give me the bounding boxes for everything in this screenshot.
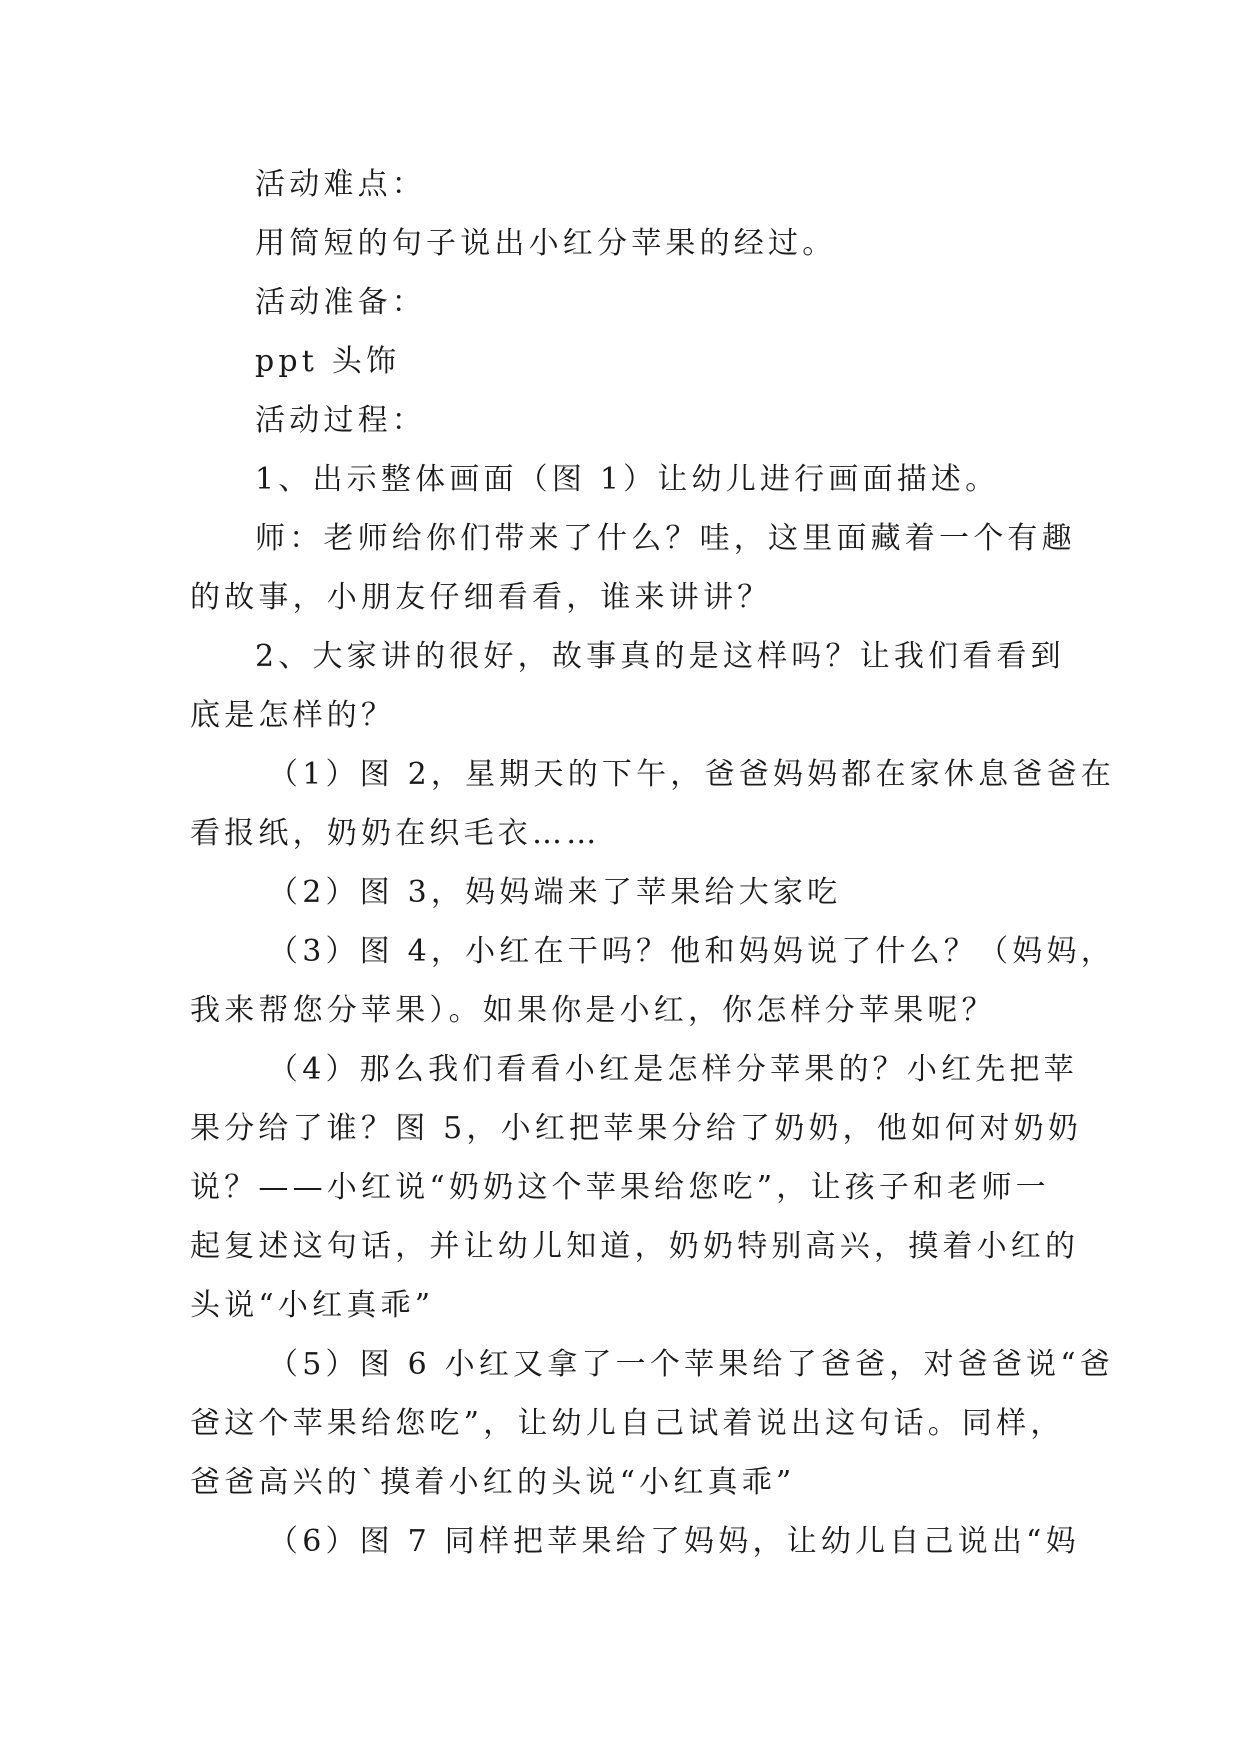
paragraph-line: 底是怎样的？ xyxy=(190,698,396,733)
heading-preparation: 活动准备： xyxy=(255,285,426,320)
heading-difficulty: 活动难点： xyxy=(255,167,426,202)
paragraph-line: 2、大家讲的很好，故事真的是这样吗？让我们看看到 xyxy=(255,639,1065,674)
heading-process: 活动过程： xyxy=(255,403,426,438)
paragraph-line: 看报纸，奶奶在织毛衣…… xyxy=(190,816,601,851)
paragraph-line: （3）图 4，小红在干吗？他和妈妈说了什么？（妈妈， xyxy=(268,934,1115,969)
paragraph-line: 起复述这句话，并让幼儿知道，奶奶特别高兴，摸着小红的 xyxy=(190,1229,1080,1264)
paragraph-line: （2）图 3，妈妈端来了苹果给大家吃 xyxy=(268,875,842,910)
paragraph-line: 我来帮您分苹果）。如果你是小红，你怎样分苹果呢？ xyxy=(190,993,996,1028)
paragraph-line: （4）那么我们看看小红是怎样分苹果的？小红先把苹 xyxy=(268,1052,1078,1087)
document-page xyxy=(190,155,1115,1571)
paragraph-line: 说？——小红说“奶奶这个苹果给您吃”，让孩子和老师一 xyxy=(190,1170,1050,1205)
paragraph-line: 爸这个苹果给您吃”，让幼儿自己试着说出这句话。同样， xyxy=(190,1406,1065,1441)
paragraph-line: 头说“小红真乖” xyxy=(190,1288,435,1323)
paragraph-line: 爸爸高兴的`摸着小红的头说“小红真乖” xyxy=(190,1465,796,1500)
paragraph-line: 1、出示整体画面（图 1）让幼儿进行画面描述。 xyxy=(255,462,1000,497)
paragraph-line: （6）图 7 同样把苹果给了妈妈，让幼儿自己说出“妈 xyxy=(268,1524,1080,1559)
paragraph-line: 的故事，小朋友仔细看看，谁来讲讲？ xyxy=(190,580,772,615)
paragraph-line: 师：老师给你们带来了什么？哇，这里面藏着一个有趣 xyxy=(255,521,1076,556)
paragraph-line: ppt 头饰 xyxy=(255,344,401,379)
paragraph-line: 果分给了谁？图 5，小红把苹果分给了奶奶，他如何对奶奶 xyxy=(190,1111,1083,1146)
paragraph-line: 用简短的句子说出小红分苹果的经过。 xyxy=(255,226,837,261)
paragraph-line: （1）图 2，星期天的下午，爸爸妈妈都在家休息爸爸在 xyxy=(268,757,1115,792)
paragraph-line: （5）图 6 小红又拿了一个苹果给了爸爸，对爸爸说“爸 xyxy=(268,1347,1114,1382)
